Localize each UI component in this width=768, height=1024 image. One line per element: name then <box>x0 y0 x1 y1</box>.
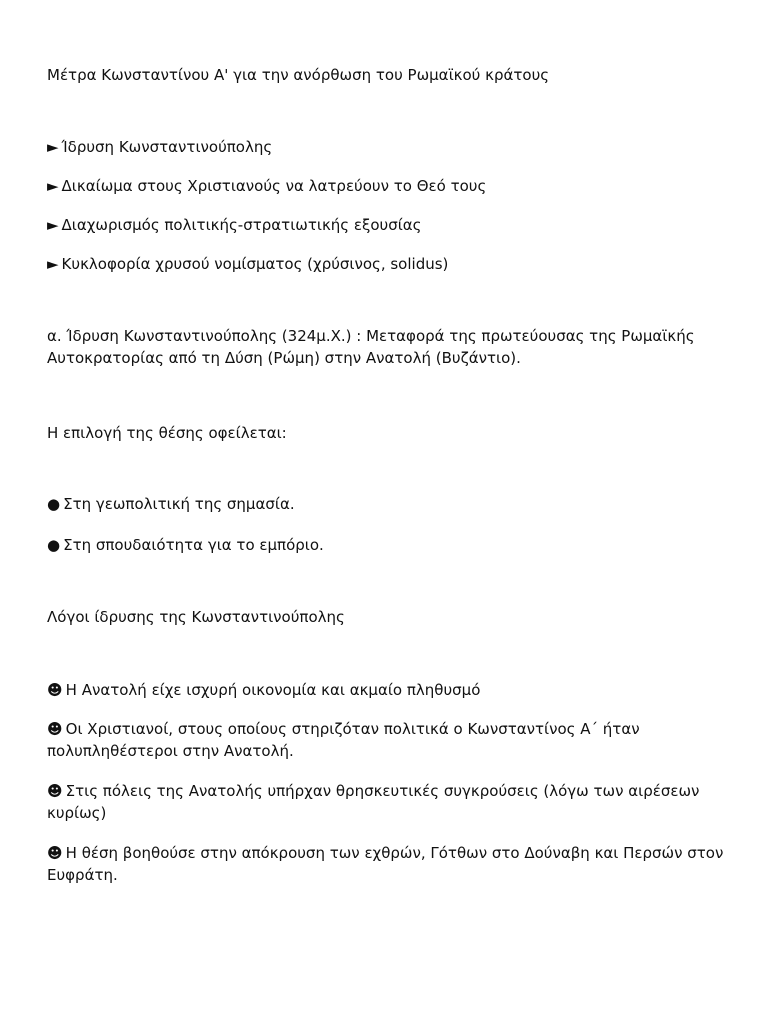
reason-text: Η Ανατολή είχε ισχυρή οικονομία και ακμαίο πληθυσμό <box>65 681 481 699</box>
document-title: Μέτρα Κωνσταντίνου Α' για την ανόρθωση του Ρωμαϊκού κράτους <box>47 66 550 84</box>
choice-text: Στη γεωπολιτική της σημασία. <box>63 495 295 513</box>
smiley-bullet-icon: ☻ <box>47 844 63 862</box>
reason-item <box>47 679 737 701</box>
smiley-bullet-icon: ☻ <box>47 720 63 738</box>
measure-item <box>47 136 737 158</box>
reason-text: Η θέση βοηθούσε στην απόκρουση των εχθρών, Γότθων στο Δούναβη και Περσών στον Ευφράτη. <box>47 844 724 884</box>
section-a-paragraph <box>47 325 737 369</box>
section-a-heading: α. Ίδρυση Κωνσταντινούπολης (324μ.Χ.) : <box>47 327 362 345</box>
circle-bullet-icon: ● <box>47 495 61 513</box>
reason-item <box>47 780 737 824</box>
reason-item <box>47 718 737 762</box>
circle-bullet-icon: ● <box>47 536 61 554</box>
section-a-body: Μεταφορά της πρωτεύουσας της Ρωμαϊκής Αυτοκρατορίας από τη Δύση (Ρώμη) στην Ανατολή (Βυζάντιο). <box>47 327 695 367</box>
reason-item <box>47 842 737 886</box>
arrow-bullet-icon: ► <box>47 255 59 273</box>
measure-text: Διαχωρισμός πολιτικής-στρατιωτικής εξουσίας <box>61 216 422 234</box>
measure-text: Κυκλοφορία χρυσού νομίσματος (χρύσινος, solidus) <box>61 255 449 273</box>
arrow-bullet-icon: ► <box>47 138 59 156</box>
measure-item <box>47 214 737 236</box>
choice-item <box>47 493 737 515</box>
measure-item <box>47 175 737 197</box>
arrow-bullet-icon: ► <box>47 177 59 195</box>
choice-item <box>47 534 737 556</box>
measure-text: Δικαίωμα στους Χριστιανούς να λατρεύουν το Θεό τους <box>61 177 487 195</box>
smiley-bullet-icon: ☻ <box>47 782 63 800</box>
smiley-bullet-icon: ☻ <box>47 681 63 699</box>
measure-text: Ίδρυση Κωνσταντινούπολης <box>61 138 273 156</box>
reason-text: Στις πόλεις της Ανατολής υπήρχαν θρησκευτικές συγκρούσεις (λόγω των αιρέσεων κυρίως) <box>47 782 700 822</box>
measure-item <box>47 253 737 275</box>
choice-text: Στη σπουδαιότητα για το εμπόριο. <box>63 536 324 554</box>
reasons-heading: Λόγοι ίδρυσης της Κωνσταντινούπολης <box>47 608 345 626</box>
arrow-bullet-icon: ► <box>47 216 59 234</box>
reason-text: Οι Χριστιανοί, στους οποίους στηριζόταν πολιτικά ο Κωνσταντίνος Α΄ ήταν πολυπληθέστεροι στην Ανατολή. <box>47 720 640 760</box>
choice-heading: Η επιλογή της θέσης οφείλεται: <box>47 424 287 442</box>
